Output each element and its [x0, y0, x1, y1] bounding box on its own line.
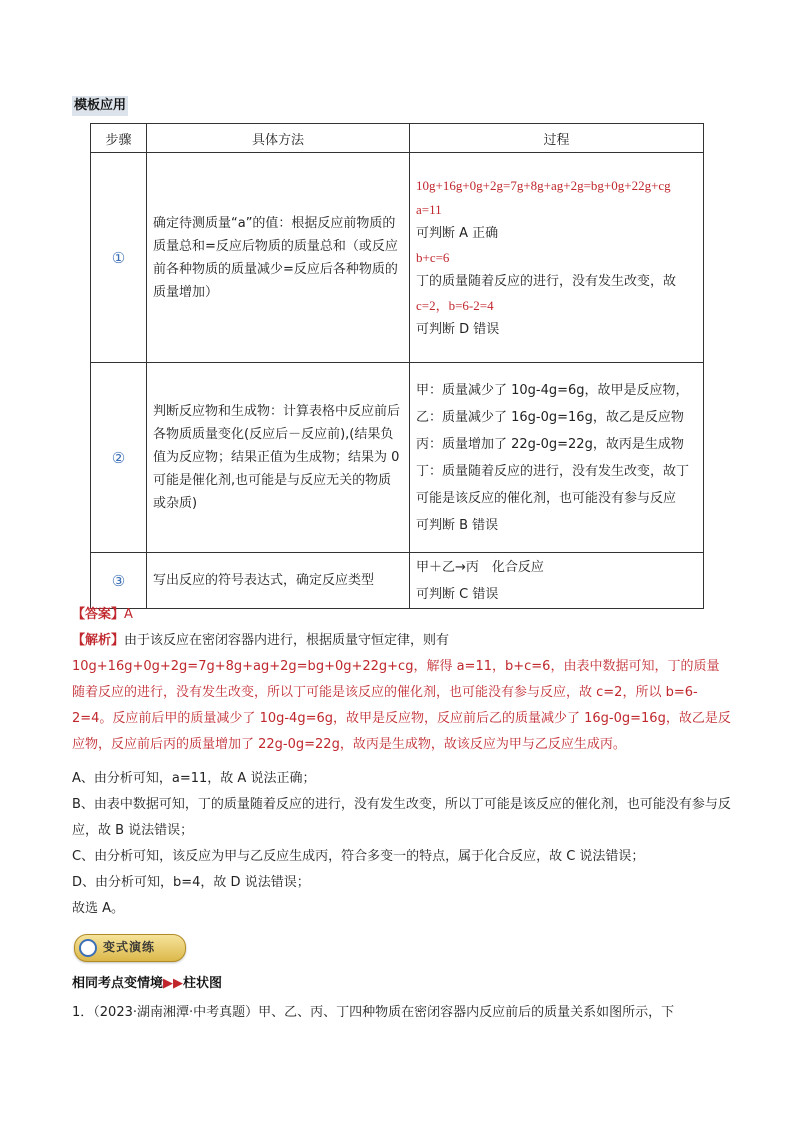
header-method: 具体方法	[147, 124, 410, 153]
analysis-label: 【解析】	[72, 633, 125, 648]
process-line: 可判断 C 错误	[416, 586, 499, 602]
double-arrow-icon: ▶▶	[163, 976, 184, 991]
process-line: 丁的质量随着反应的进行，没有发生改变，故	[416, 273, 677, 289]
table-row	[91, 153, 704, 363]
answer-label: 【答案】	[72, 607, 125, 622]
variant-heading-tail: 柱状图	[183, 976, 223, 991]
question-1: 1．（2023·湖南湘潭·中考真题）甲、乙、丙、丁四种物质在密闭容器内反应前后的质量关系如图所示，下	[72, 1005, 675, 1020]
step-process	[410, 153, 704, 363]
badge-label: 变式演练	[103, 940, 156, 954]
process-line: 乙：质量减少了 16g-0g=16g，故乙是反应物	[416, 409, 684, 425]
step-number: ②	[91, 363, 147, 553]
process-line: c=2，b=6-2=4	[416, 297, 494, 313]
process-line: 10g+16g+0g+2g=7g+8g+ag+2g=bg+0g+22g+cg	[416, 177, 671, 193]
step-process	[410, 363, 704, 553]
option-line: A、由分析可知，a=11，故 A 说法正确；	[72, 771, 316, 786]
process-line: 甲＋乙→丙 化合反应	[416, 559, 544, 575]
header-step: 步骤	[91, 124, 147, 153]
answer-value: A	[124, 607, 133, 622]
practice-badge	[74, 934, 186, 962]
process-line: 可判断 A 正确	[416, 225, 499, 241]
analysis-intro: 由于该反应在密闭容器内进行，根据质量守恒定律，则有	[124, 633, 450, 648]
table-row	[91, 553, 704, 609]
conclusion: 故选 A。	[72, 901, 125, 916]
process-line: 丙：质量增加了 22g-0g=22g，故丙是生成物	[416, 436, 684, 452]
step-method: 判断反应物和生成物：计算表格中反应前后各物质质量变化(反应后－反应前),(结果负值为反应物；结果正值为生成物；结果为 0 可能是催化剂,也可能是与反应无关的物质或杂质)	[147, 363, 410, 553]
process-line: b+c=6	[416, 249, 450, 265]
section-title: 模板应用	[72, 96, 128, 116]
option-line: D、由分析可知，b=4，故 D 说法错误；	[72, 875, 310, 890]
header-process: 过程	[410, 124, 704, 153]
process-line: a=11	[416, 201, 442, 217]
step-method: 确定待测质量“a”的值：根据反应前物质的质量总和=反应后物质的质量总和（或反应前各种物质的质量减少=反应后各种物质的质量增加）	[147, 153, 410, 363]
step-method: 写出反应的符号表达式，确定反应类型	[147, 553, 410, 609]
option-line: B、由表中数据可知，丁的质量随着反应的进行，没有发生改变，所以丁可能是该反应的催化剂，也可能没有参与反应，故 B 说法错误；	[72, 797, 731, 838]
process-line: 可判断 B 错误	[416, 517, 499, 533]
options-block	[72, 766, 732, 922]
variant-heading	[72, 972, 222, 991]
process-line: 丁：质量随着反应的进行，没有发生改变，故丁可能是该反应的催化剂，也可能没有参与反应	[416, 463, 690, 506]
option-line: C、由分析可知，该反应为甲与乙反应生成丙，符合多变一的特点，属于化合反应，故 C 说法错误；	[72, 849, 645, 864]
process-line: 甲：质量减少了 10g-4g=6g，故甲是反应物，	[416, 382, 689, 398]
table-row	[91, 363, 704, 553]
table-header-row	[91, 124, 704, 153]
method-table	[90, 123, 704, 609]
process-line: 可判断 D 错误	[416, 321, 500, 337]
answer-line	[72, 602, 732, 628]
badge-circle-icon	[79, 939, 97, 957]
variant-heading-text: 相同考点变情境	[72, 976, 164, 991]
step-process	[410, 553, 704, 609]
step-number: ③	[91, 553, 147, 609]
analysis-body: 10g+16g+0g+2g=7g+8g+ag+2g=bg+0g+22g+cg，解得 a=11，b+c=6，由表中数据可知，丁的质量随着反应的进行，没有发生改变，所以丁可能是该反应的催化剂，也可能没有参与反应，故 c=2，所以 b=6-2=4。反应前后甲的质量减少了 10g-4g=6g，故甲是反应物，反应前后乙的质量减少了 16g-0g=16g，故乙是反应物，反应前后丙的质量增加了 22g-0g=22g，故丙是生成物，故该反应为甲与乙反应生成丙。	[72, 659, 731, 752]
analysis-block	[72, 628, 732, 758]
step-number: ①	[91, 153, 147, 363]
